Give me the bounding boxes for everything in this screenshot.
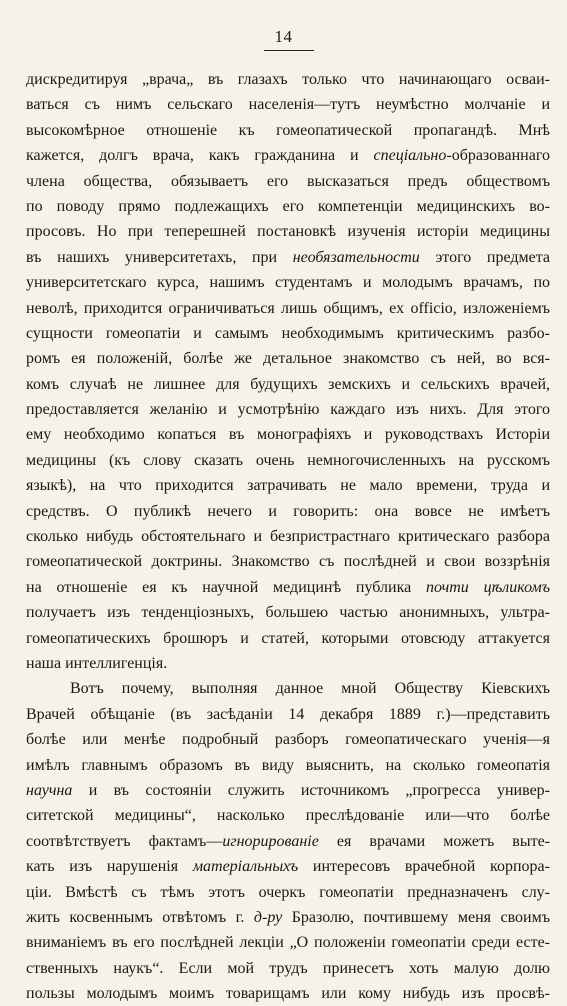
text-segment: этого предмета	[419, 248, 550, 266]
text-line	[26, 321, 550, 346]
text-segment: гомеопатической доктрины. Знакомство съ послѣдней и свои воззрѣнія	[26, 553, 550, 571]
text-line	[26, 219, 550, 244]
paragraph-first-line	[26, 676, 550, 701]
text-segment: гомеопатическихъ брошюръ и статей, которыми отовсюду аттакуется	[26, 629, 550, 647]
text-segment: соотвѣтствуетъ фактамъ—	[26, 832, 223, 850]
text-line	[26, 422, 550, 447]
text-line	[26, 473, 550, 498]
text-segment: комъ случаѣ не лишнее для будущихъ земскихъ и сельскихъ врачей,	[26, 375, 550, 393]
text-line	[26, 143, 550, 168]
text-segment: ея врачами можетъ выте-	[318, 832, 550, 850]
text-segment: жить косвеннымъ отвѣтомъ г.	[26, 908, 254, 926]
text-line	[26, 549, 550, 574]
text-line	[26, 930, 550, 955]
emphasized-text: игнорированіе	[222, 832, 319, 850]
text-segment: вниманіемъ въ его послѣдней лекціи „О положеніи гомеопатіи среди есте-	[26, 934, 550, 952]
text-line	[26, 92, 550, 117]
text-segment: пользы молодымъ моимъ товарищамъ или кому нибудь изъ просвѣ-	[26, 985, 550, 1003]
text-line	[26, 600, 550, 625]
text-line	[26, 346, 550, 371]
page-number: 14	[274, 27, 293, 46]
text-segment: Вотъ почему, выполняя данное мной Обществу Кіевскихъ	[70, 680, 550, 698]
text-segment: на отношеніе ея къ научной медицинѣ публика	[26, 578, 427, 596]
text-line	[26, 372, 550, 397]
text-segment: сущности гомеопатіи и самымъ необходимымъ критическимъ разбо-	[26, 324, 550, 342]
text-line	[26, 651, 550, 676]
text-segment: Врачей обѣщаніе (въ засѣданіи 14 декабря 1889 г.)—представить	[26, 705, 550, 723]
text-segment: имѣлъ главнымъ образомъ въ виду выяснить, на сколько гомеопатія	[26, 756, 550, 774]
text-segment: кать изъ нарушенія	[26, 858, 193, 876]
emphasized-text: почти цѣликомъ	[426, 578, 550, 596]
text-segment: интересовъ врачебной корпора-	[298, 858, 550, 876]
text-line	[26, 829, 550, 854]
text-segment: высокомѣрное отношеніе къ гомеопатической пропагандѣ. Мнѣ	[26, 121, 550, 139]
text-segment: -образованнаго	[446, 147, 550, 165]
text-segment: неволѣ, приходится ограничиваться лишь общимъ, ex officio, изложеніемъ	[26, 299, 550, 317]
text-segment: просовъ. Но при теперешней постановкѣ изученія исторіи медицины	[26, 223, 550, 241]
emphasized-text: необязательности	[292, 248, 420, 266]
text-segment: университетскаго курса, нашимъ студентамъ и молодымъ врачамъ, по	[26, 274, 550, 292]
emphasized-text: спеціально	[373, 147, 447, 165]
text-line	[26, 499, 550, 524]
text-line	[26, 169, 550, 194]
text-line	[26, 778, 550, 803]
text-line	[26, 67, 550, 92]
text-line	[26, 194, 550, 219]
text-segment: ситетской медицины“, насколько преслѣдованіе или—что болѣе	[26, 807, 550, 825]
text-line	[26, 727, 550, 752]
text-line	[26, 753, 550, 778]
text-line	[26, 448, 550, 473]
text-segment: въ нашихъ университетахъ, при	[26, 248, 293, 266]
body-text	[26, 67, 550, 1006]
text-segment: языкѣ), на что приходится затрачивать не мало времени, труда и	[26, 477, 550, 495]
text-segment: ственныхъ наукъ“. Если мой трудъ принесетъ хоть малую долю	[26, 959, 550, 977]
emphasized-text: матеріальныхъ	[192, 858, 299, 876]
text-segment: предоставляется желанію и усмотрѣнію каждаго изъ нихъ. Для этого	[26, 401, 550, 419]
text-line	[26, 803, 550, 828]
text-line	[26, 905, 550, 930]
emphasized-text: научна	[26, 781, 73, 799]
text-segment: дискредитируя „врача„ въ глазахъ только что начинающаго осваи-	[26, 71, 550, 88]
text-segment: ваться съ нимъ сельскаго населенія—тутъ неумѣстно молчаніе и	[26, 96, 550, 114]
text-segment: члена общества, обязываетъ его высказаться предъ обществомъ	[26, 172, 550, 190]
text-line	[26, 524, 550, 549]
text-segment: и въ состояніи служить источникомъ „прогресса универ-	[72, 781, 550, 799]
text-line	[26, 880, 550, 905]
text-segment: по поводу прямо подлежащихъ его компетенціи медицинскихъ во-	[26, 197, 550, 215]
text-line	[26, 270, 550, 295]
text-line	[26, 981, 550, 1006]
text-segment: медицины (къ слову сказать очень немногочисленныхъ на русскомъ	[26, 451, 550, 469]
text-segment: наша интеллигенція.	[26, 654, 168, 672]
text-segment: получаетъ изъ тенденціозныхъ, большею частью анонимныхъ, ультра-	[26, 604, 550, 622]
text-segment: сколько нибудь обстоятельнаго и безпристрастнаго критическаго разбора	[26, 528, 550, 546]
text-segment: ему необходимо копаться въ монографіяхъ и руководствахъ Исторіи	[26, 426, 550, 444]
text-line	[26, 245, 550, 270]
header-rule	[264, 50, 314, 51]
text-line	[26, 956, 550, 981]
text-segment: средствъ. О публикѣ нечего и говорить: она вовсе не имѣетъ	[26, 502, 550, 520]
text-segment: ціи. Вмѣстѣ съ тѣмъ этотъ очеркъ гомеопатіи предназначенъ слу-	[26, 883, 550, 901]
text-line	[26, 397, 550, 422]
text-line	[26, 854, 550, 879]
text-line	[26, 296, 550, 321]
text-segment: Бразолю, почтившему меня своимъ	[282, 908, 550, 926]
text-segment: кажется, долгъ врача, какъ гражданина и	[26, 147, 374, 165]
text-line	[26, 626, 550, 651]
text-line	[26, 702, 550, 727]
text-segment: ромъ ея положеній, болѣе же детальное знакомство съ ней, во вся-	[26, 350, 550, 368]
text-line	[26, 575, 550, 600]
text-segment: болѣе или менѣе подробный разборъ гомеопатическаго ученія—я	[26, 731, 550, 749]
emphasized-text: д-ру	[253, 908, 283, 926]
text-line	[26, 118, 550, 143]
